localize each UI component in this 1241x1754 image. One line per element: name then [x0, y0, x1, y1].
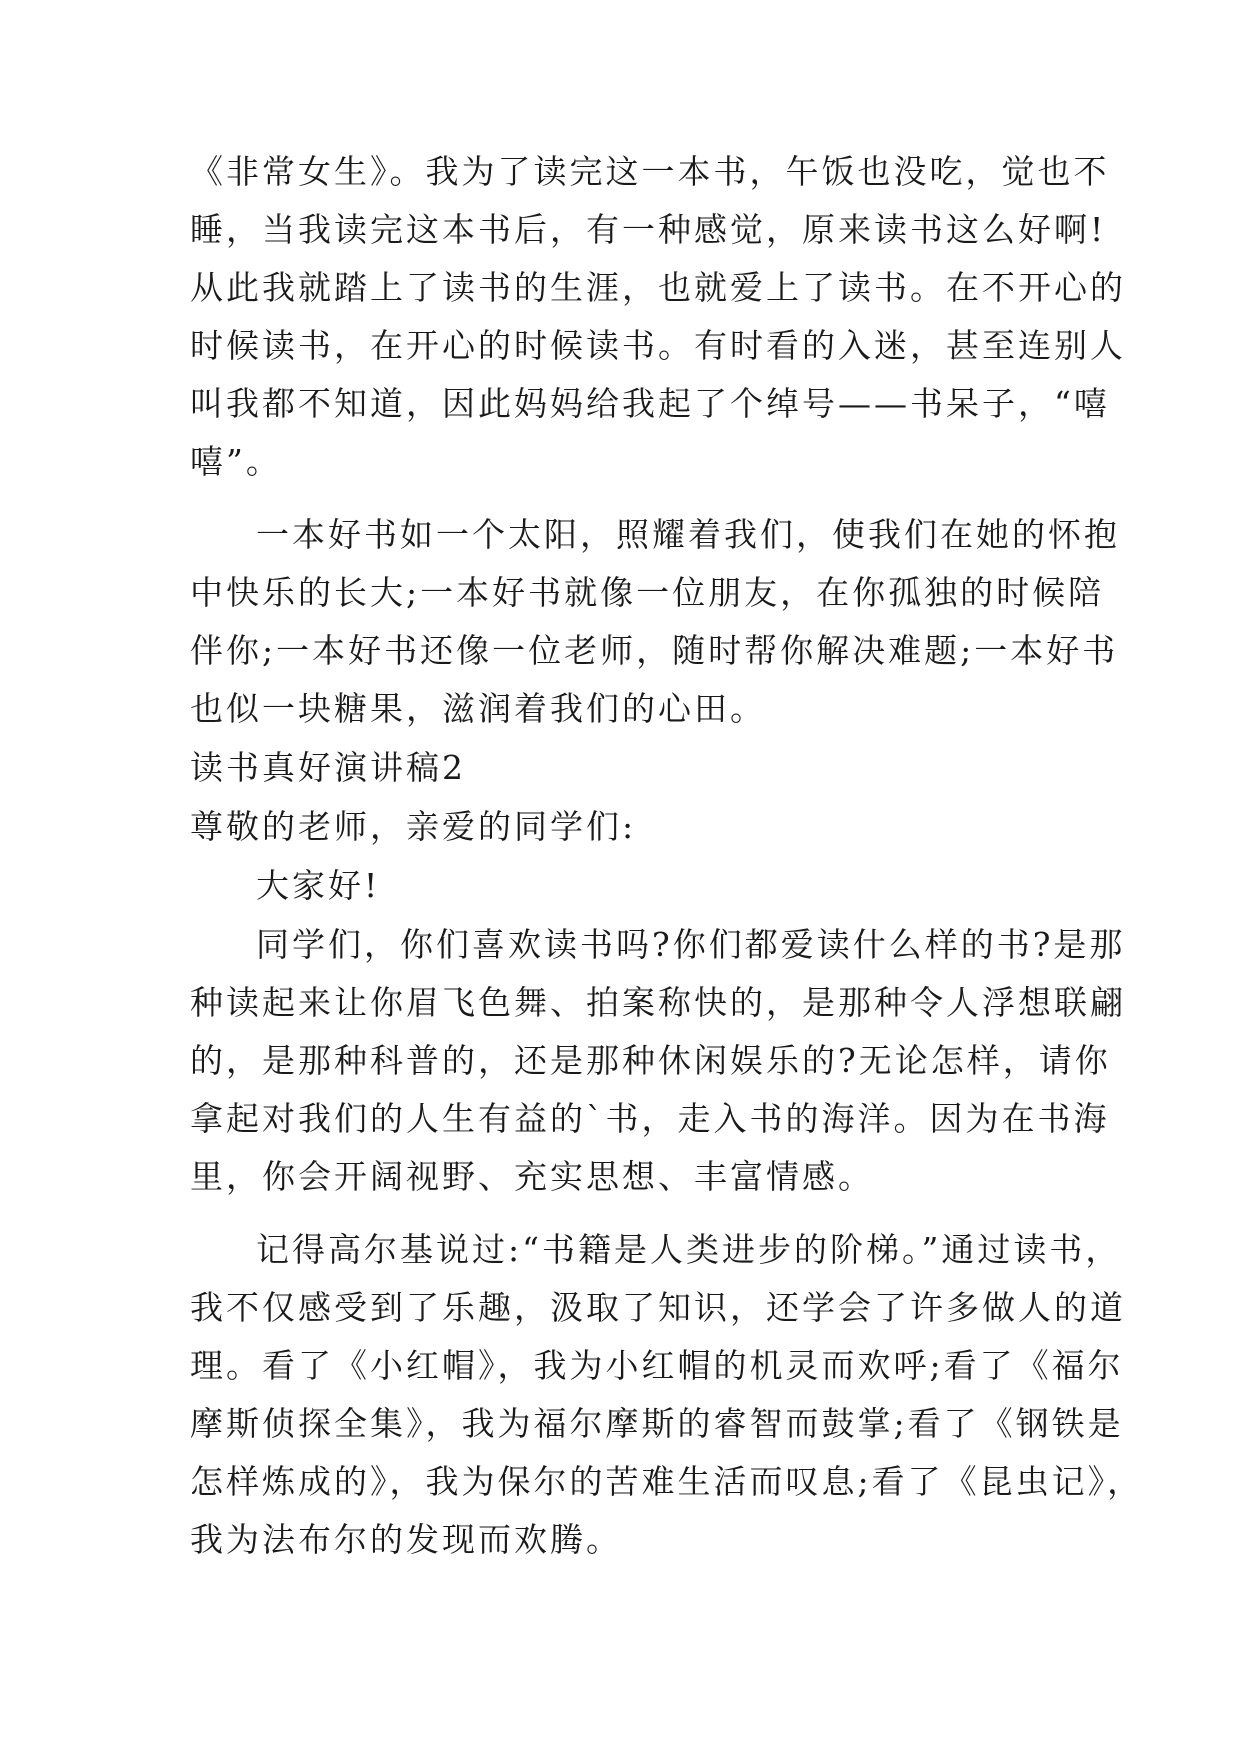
- paragraph-line: 睡，当我读完这本书后，有一种感觉，原来读书这么好啊!: [190, 210, 1107, 249]
- paragraph-line: 同学们，你们喜欢读书吗?你们都爱读什么样的书?是那: [256, 925, 1126, 964]
- paragraph-line: 摩斯侦探全集》，我为福尔摩斯的睿智而鼓掌;看了《钢铁是: [190, 1404, 1124, 1443]
- paragraph-line: 的，是那种科普的，还是那种休闲娱乐的?无论怎样，请你: [190, 1041, 1111, 1080]
- paragraph-line: 《非常女生》。我为了读完这一本书，午饭也没吃，觉也不: [190, 152, 1110, 191]
- paragraph-line: 拿起对我们的人生有益的`书，走入书的海洋。因为在书海: [190, 1099, 1110, 1138]
- paragraph-line: 理。看了《小红帽》，我为小红帽的机灵而欢呼;看了《福尔: [190, 1346, 1124, 1385]
- salutation: 尊敬的老师，亲爱的同学们:: [190, 807, 637, 846]
- paragraph-line: 从此我就踏上了读书的生涯，也就爱上了读书。在不开心的: [190, 268, 1126, 307]
- paragraph-line: 我为法布尔的发现而欢腾。: [190, 1520, 622, 1559]
- section-heading: 读书真好演讲稿2: [190, 748, 466, 787]
- paragraph-line: 叫我都不知道，因此妈妈给我起了个绰号——书呆子，“嘻: [190, 384, 1110, 423]
- paragraph-line: 中快乐的长大;一本好书就像一位朋友，在你孤独的时候陪: [190, 573, 1105, 612]
- greeting: 大家好!: [256, 866, 381, 905]
- paragraph-line: 一本好书如一个太阳，照耀着我们，使我们在她的怀抱: [256, 515, 1120, 554]
- paragraph-line: 怎样炼成的》，我为保尔的苦难生活而叹息;看了《昆虫记》，: [190, 1462, 1144, 1501]
- paragraph-line: 我不仅感受到了乐趣，汲取了知识，还学会了许多做人的道: [190, 1288, 1126, 1327]
- paragraph-line: 记得高尔基说过:“书籍是人类进步的阶梯。”通过读书，: [256, 1230, 1122, 1269]
- paragraph-line: 伴你;一本好书还像一位老师，随时帮你解决难题;一本好书: [190, 631, 1119, 670]
- paragraph-line: 种读起来让你眉飞色舞、拍案称快的，是那种令人浮想联翩: [190, 983, 1126, 1022]
- paragraph-line: 时候读书，在开心的时候读书。有时看的入迷，甚至连别人: [190, 326, 1126, 365]
- paragraph-line: 也似一块糖果，滋润着我们的心田。: [190, 689, 766, 728]
- paragraph-line: 里，你会开阔视野、充实思想、丰富情感。: [190, 1157, 874, 1196]
- paragraph-line: 嘻”。: [190, 442, 282, 481]
